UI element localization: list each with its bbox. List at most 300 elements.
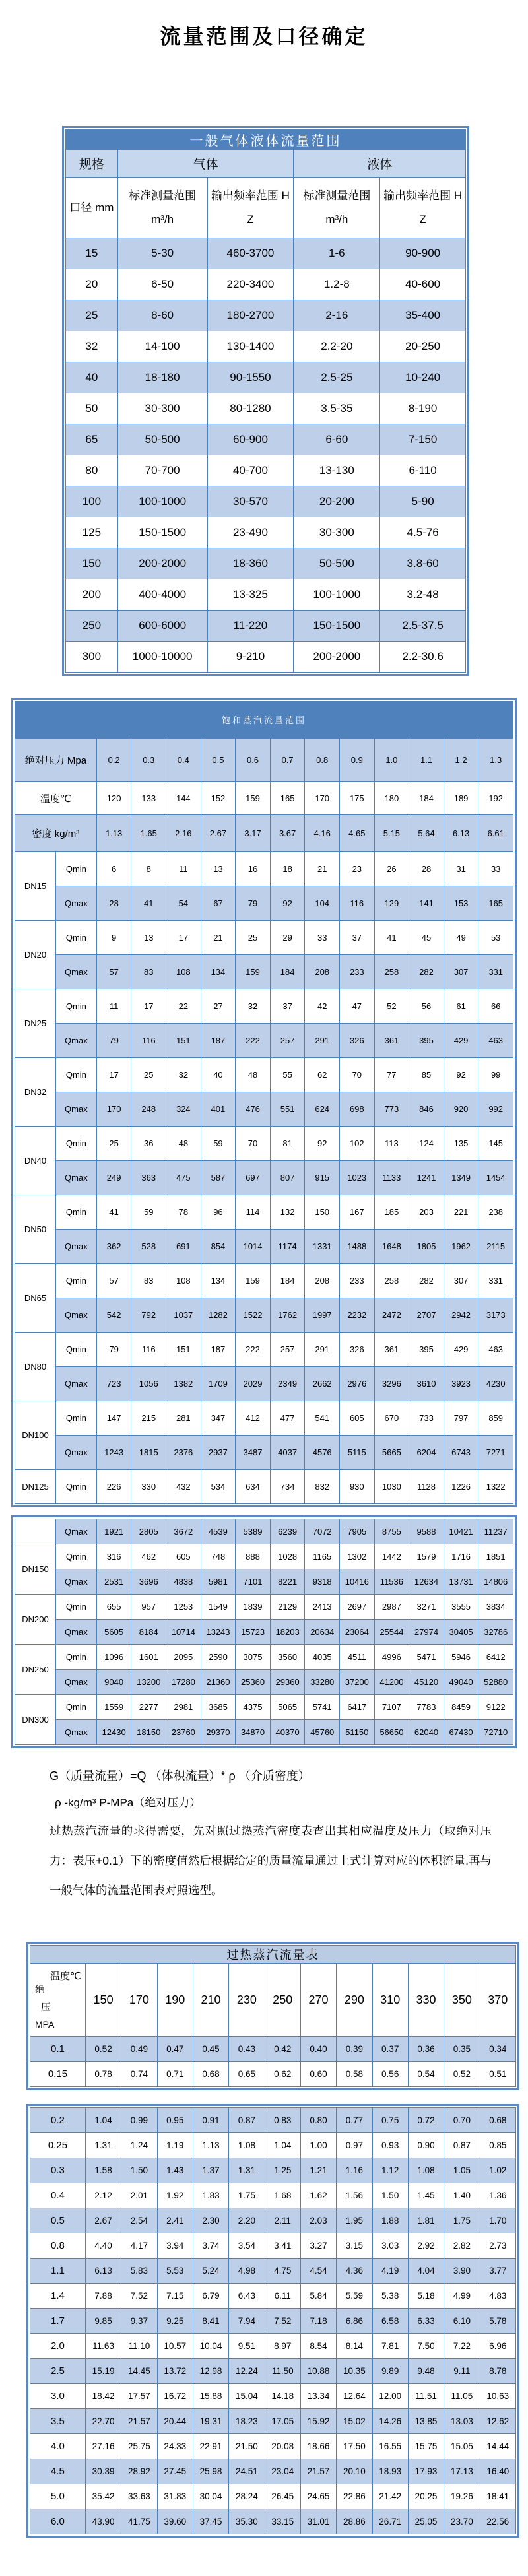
qmax-cell: 395: [409, 1024, 444, 1058]
qmin-cell: 7107: [374, 1695, 409, 1720]
table-row: [15, 1367, 513, 1401]
saturated-steam-grid-continued: [15, 1519, 513, 1745]
density-value-cell: 0.99: [121, 2108, 157, 2133]
density-value-cell: 2.73: [480, 2233, 515, 2259]
temperature-row-label: 温度℃: [15, 782, 97, 815]
qmin-cell: 45: [409, 921, 444, 955]
density-value-cell: 18.93: [372, 2459, 408, 2484]
qmax-cell: 3696: [131, 1569, 166, 1595]
qmin-cell: 47: [340, 989, 375, 1024]
qmin-cell: 1302: [340, 1544, 375, 1569]
table-row: [30, 2158, 516, 2183]
value-cell: 18-360: [207, 548, 294, 579]
value-cell: 460-3700: [207, 238, 294, 269]
pressure-label: 3.5: [30, 2409, 86, 2434]
value-cell: 220-3400: [207, 269, 294, 300]
qmax-cell: 13243: [201, 1620, 236, 1645]
sup-table-body-continued: [30, 2108, 516, 2534]
qmax-cell: 12430: [96, 1720, 131, 1745]
gas-table-title: 一般气体液体流量范围: [66, 130, 466, 150]
qmax-cell: 1349: [444, 1161, 478, 1195]
density-value-cell: 3.03: [372, 2233, 408, 2259]
pressure-label: 0.4: [30, 2183, 86, 2208]
sat-table-head: [15, 702, 513, 739]
qmax-cell: 2472: [374, 1298, 409, 1333]
density-value-cell: 0.37: [372, 2037, 408, 2062]
density-cell: 5.15: [374, 815, 409, 852]
temp-pressure-corner-cell: [30, 1964, 86, 2037]
table-title-row: [66, 130, 466, 150]
qmin-cell: 6417: [340, 1695, 375, 1720]
qmin-cell: 25: [131, 1058, 166, 1092]
qmin-cell: 48: [236, 1058, 271, 1092]
qmax-cell: 6743: [444, 1436, 478, 1470]
qmin-cell: 534: [201, 1470, 236, 1504]
density-value-cell: 27.45: [157, 2459, 193, 2484]
qmin-cell: 221: [444, 1195, 478, 1230]
density-value-cell: 6.11: [265, 2284, 300, 2309]
pressure-label: 1.1: [30, 2259, 86, 2284]
density-value-cell: 33.63: [121, 2484, 157, 2509]
density-value-cell: 17.50: [337, 2434, 372, 2459]
qmax-cell: 362: [96, 1230, 131, 1264]
corner-pressure-char-1: 绝: [35, 1984, 44, 1995]
table-row: [66, 362, 466, 393]
qmax-cell: 1023: [340, 1161, 375, 1195]
qmax-cell: 11237: [478, 1519, 513, 1544]
sup-table-head: [30, 1946, 516, 2037]
table-title-row: [15, 702, 513, 739]
density-value-cell: 1.70: [480, 2208, 515, 2233]
range-unit: m³/h: [151, 213, 174, 226]
qmin-cell: 62: [305, 1058, 340, 1092]
sat-table-body: [15, 739, 513, 1504]
density-value-cell: 23.04: [265, 2459, 300, 2484]
qmin-cell: 3271: [409, 1595, 444, 1620]
density-value-cell: 11.50: [265, 2359, 300, 2384]
density-value-cell: 0.60: [300, 2062, 336, 2087]
density-value-cell: 14.18: [265, 2384, 300, 2409]
density-value-cell: 0.74: [121, 2062, 157, 2087]
density-value-cell: 25.75: [121, 2434, 157, 2459]
pressure-label: 0.25: [30, 2133, 86, 2158]
temperature-cell: 180: [374, 782, 409, 815]
table-row: [66, 548, 466, 579]
diameter-cell: 50: [66, 393, 118, 424]
qmax-cell: 723: [96, 1367, 131, 1401]
qmax-cell: 1382: [166, 1367, 201, 1401]
qmin-cell: 281: [166, 1401, 201, 1436]
qmin-cell: 33: [478, 852, 513, 886]
temperature-col-header: 290: [337, 1964, 372, 2037]
density-value-cell: 0.68: [480, 2108, 515, 2133]
density-value-cell: 4.40: [85, 2233, 121, 2259]
value-cell: 1000-10000: [117, 642, 207, 673]
density-value-cell: 1.81: [408, 2208, 444, 2233]
temperature-cell: 189: [444, 782, 478, 815]
density-value-cell: 22.91: [193, 2434, 228, 2459]
qmax-cell: 23064: [340, 1620, 375, 1645]
value-cell: 9-210: [207, 642, 294, 673]
table-row: [15, 921, 513, 955]
qmin-cell: 55: [270, 1058, 305, 1092]
qmin-cell: 151: [166, 1333, 201, 1367]
qmax-cell: 116: [131, 1024, 166, 1058]
table-row: [30, 2334, 516, 2359]
density-value-cell: 0.42: [265, 2037, 300, 2062]
qmax-cell: 915: [305, 1161, 340, 1195]
density-value-cell: 4.17: [121, 2233, 157, 2259]
density-value-cell: 0.78: [85, 2062, 121, 2087]
qmax-cell: 992: [478, 1092, 513, 1127]
qmax-cell: 92: [270, 886, 305, 921]
table-row: [15, 1264, 513, 1298]
qmin-cell: 888: [236, 1544, 271, 1569]
pressure-label: 6.0: [30, 2509, 86, 2534]
density-value-cell: 1.36: [480, 2183, 515, 2208]
table-row: [15, 815, 513, 852]
density-value-cell: 17.13: [444, 2459, 480, 2484]
density-value-cell: 0.85: [480, 2133, 515, 2158]
qmax-cell: 587: [201, 1161, 236, 1195]
density-value-cell: 0.36: [408, 2037, 444, 2062]
density-value-cell: 14.26: [372, 2409, 408, 2434]
qmax-cell: 153: [444, 886, 478, 921]
qmin-cell: 2413: [305, 1595, 340, 1620]
qmax-cell: 10421: [444, 1519, 478, 1544]
dn-label: DN40: [15, 1127, 56, 1195]
qmin-cell: 634: [236, 1470, 271, 1504]
qmax-cell: 13200: [131, 1670, 166, 1695]
density-value-cell: 21.50: [229, 2434, 265, 2459]
density-value-cell: 0.72: [408, 2108, 444, 2133]
range-label: 标准测量范围: [303, 189, 371, 202]
range-label: 标准测量范围: [129, 189, 197, 202]
qmax-cell: 551: [270, 1092, 305, 1127]
pressure-label: 1.4: [30, 2284, 86, 2309]
value-cell: 2.2-20: [294, 331, 380, 362]
dn-label: DN300: [15, 1695, 56, 1745]
qmin-cell: 11: [166, 852, 201, 886]
diameter-cell: 40: [66, 362, 118, 393]
temperature-col-header: 190: [157, 1964, 193, 2037]
table-row: [15, 1024, 513, 1058]
qmin-cell: 9122: [478, 1695, 513, 1720]
table-row: [15, 1058, 513, 1092]
value-cell: 23-490: [207, 517, 294, 548]
qmax-cell: 222: [236, 1024, 271, 1058]
qmax-cell: 854: [201, 1230, 236, 1264]
table-row: [66, 300, 466, 331]
qmax-cell: 67430: [444, 1720, 478, 1745]
temperature-col-header: 230: [229, 1964, 265, 2037]
qmax-cell: 104: [305, 886, 340, 921]
qmin-cell: 412: [236, 1401, 271, 1436]
temperature-col-header: 150: [85, 1964, 121, 2037]
table-row: [66, 486, 466, 517]
qmax-cell: 773: [374, 1092, 409, 1127]
table-row: [15, 1161, 513, 1195]
table-row: [30, 2359, 516, 2384]
qmax-cell: 2805: [131, 1519, 166, 1544]
qmax-cell: 33280: [305, 1670, 340, 1695]
density-value-cell: 6.86: [337, 2309, 372, 2334]
density-cell: 3.17: [236, 815, 271, 852]
qmin-cell: 1253: [166, 1595, 201, 1620]
qmax-cell: 326: [340, 1024, 375, 1058]
density-value-cell: 0.39: [337, 2037, 372, 2062]
temperature-col-header: 270: [300, 1964, 336, 2037]
qmax-cell: 134: [201, 955, 236, 989]
pressure-label: 0.15: [30, 2062, 86, 2087]
table-row: [66, 579, 466, 611]
corner-pressure-unit: MPA: [35, 2019, 55, 2030]
density-value-cell: 3.27: [300, 2233, 336, 2259]
qmax-label: Qmax: [55, 1436, 96, 1470]
temperature-cell: 192: [478, 782, 513, 815]
qmax-cell: 920: [444, 1092, 478, 1127]
density-value-cell: 1.50: [372, 2183, 408, 2208]
qmin-cell: 238: [478, 1195, 513, 1230]
sup-header-row: [30, 1964, 516, 2037]
density-value-cell: 1.58: [85, 2158, 121, 2183]
temperature-col-header: 170: [121, 1964, 157, 2037]
temperature-cell: 170: [305, 782, 340, 815]
qmax-cell: 23760: [166, 1720, 201, 1745]
qmax-label: Qmax: [55, 1161, 96, 1195]
density-value-cell: 6.33: [408, 2309, 444, 2334]
density-value-cell: 8.78: [480, 2359, 515, 2384]
density-value-cell: 0.65: [229, 2062, 265, 2087]
density-value-cell: 0.58: [337, 2062, 372, 2087]
density-value-cell: 0.68: [193, 2062, 228, 2087]
qmax-cell: 9040: [96, 1670, 131, 1695]
qmin-cell: 859: [478, 1401, 513, 1436]
pressure-cell: 1.1: [409, 739, 444, 782]
pressure-cell: 0.3: [131, 739, 166, 782]
qmin-cell: 4035: [305, 1645, 340, 1670]
qmin-cell: 1442: [374, 1544, 409, 1569]
qmin-cell: 462: [131, 1544, 166, 1569]
qmax-cell: 331: [478, 955, 513, 989]
qmin-cell: 187: [201, 1333, 236, 1367]
density-value-cell: 1.25: [265, 2158, 300, 2183]
density-value-cell: 4.98: [229, 2259, 265, 2284]
density-value-cell: 1.83: [193, 2183, 228, 2208]
qmax-cell: 1037: [166, 1298, 201, 1333]
qmin-cell: 49: [444, 921, 478, 955]
qmin-cell: 33: [305, 921, 340, 955]
density-value-cell: 39.60: [157, 2509, 193, 2534]
qmax-cell: 20634: [305, 1620, 340, 1645]
qmin-cell: 23: [340, 852, 375, 886]
qmin-cell: 1839: [236, 1595, 271, 1620]
qmax-label: Qmax: [55, 1367, 96, 1401]
qmin-cell: 361: [374, 1333, 409, 1367]
qmax-cell: 32786: [478, 1620, 513, 1645]
density-value-cell: 33.15: [265, 2509, 300, 2534]
table-row: [15, 1195, 513, 1230]
density-value-cell: 15.05: [444, 2434, 480, 2459]
qmin-cell: 37: [340, 921, 375, 955]
qmin-cell: 282: [409, 1264, 444, 1298]
qmin-cell: 655: [96, 1595, 131, 1620]
density-value-cell: 12.00: [372, 2384, 408, 2409]
range-unit: m³/h: [325, 213, 348, 226]
table-row: [15, 1620, 513, 1645]
qmin-cell: 8: [131, 852, 166, 886]
gas-freq-header: 输出频率范围 HZ: [207, 178, 294, 238]
density-value-cell: 12.64: [337, 2384, 372, 2409]
qmin-cell: 2277: [131, 1695, 166, 1720]
qmin-cell: 4996: [374, 1645, 409, 1670]
qmax-cell: 1805: [409, 1230, 444, 1264]
density-value-cell: 9.85: [85, 2309, 121, 2334]
table-row: [15, 1544, 513, 1569]
temperature-cell: 175: [340, 782, 375, 815]
qmin-cell: 9: [96, 921, 131, 955]
qmax-cell: 14806: [478, 1569, 513, 1595]
qmax-cell: 363: [131, 1161, 166, 1195]
density-value-cell: 0.87: [444, 2133, 480, 2158]
pressure-cell: 0.6: [236, 739, 271, 782]
qmin-cell: 27: [201, 989, 236, 1024]
qmax-cell: 4230: [478, 1367, 513, 1401]
value-cell: 3.5-35: [294, 393, 380, 424]
pressure-label: 5.0: [30, 2484, 86, 2509]
qmin-label: Qmin: [55, 1401, 96, 1436]
density-value-cell: 3.90: [444, 2259, 480, 2284]
density-value-cell: 14.45: [121, 2359, 157, 2384]
qmin-cell: 21: [201, 921, 236, 955]
density-value-cell: 2.20: [229, 2208, 265, 2233]
qmin-cell: 79: [96, 1333, 131, 1367]
table-row: [66, 424, 466, 455]
qmin-cell: 215: [131, 1401, 166, 1436]
qmin-label: Qmin: [55, 1195, 96, 1230]
qmin-cell: 307: [444, 1264, 478, 1298]
qmin-cell: 85: [409, 1058, 444, 1092]
qmax-cell: 57: [96, 955, 131, 989]
value-cell: 60-900: [207, 424, 294, 455]
density-value-cell: 9.48: [408, 2359, 444, 2384]
qmax-cell: 83: [131, 955, 166, 989]
qmax-cell: 165: [478, 886, 513, 921]
diameter-cell: 250: [66, 611, 118, 642]
density-value-cell: 9.37: [121, 2309, 157, 2334]
dn-label: DN50: [15, 1195, 56, 1264]
qmax-cell: 697: [236, 1161, 271, 1195]
qmax-cell: 846: [409, 1092, 444, 1127]
density-value-cell: 21.57: [300, 2459, 336, 2484]
value-cell: 10-240: [380, 362, 466, 393]
qmax-label: Qmax: [55, 1092, 96, 1127]
density-value-cell: 0.87: [229, 2108, 265, 2133]
qmin-cell: 61: [444, 989, 478, 1024]
temperature-cell: 184: [409, 782, 444, 815]
diameter-header: 口径 mm: [66, 178, 118, 238]
table-row: [15, 1720, 513, 1745]
density-value-cell: 2.41: [157, 2208, 193, 2233]
qmax-cell: 15723: [236, 1620, 271, 1645]
table-row: [15, 1519, 513, 1544]
density-value-cell: 16.40: [480, 2459, 515, 2484]
qmin-cell: 135: [444, 1127, 478, 1161]
value-cell: 2.5-25: [294, 362, 380, 393]
qmin-cell: 3685: [201, 1695, 236, 1720]
value-cell: 5-30: [117, 238, 207, 269]
qmin-cell: 66: [478, 989, 513, 1024]
density-value-cell: 11.10: [121, 2334, 157, 2359]
qmax-cell: 28: [96, 886, 131, 921]
density-value-cell: 0.35: [444, 2037, 480, 2062]
qmax-cell: 129: [374, 886, 409, 921]
qmax-cell: 3672: [166, 1519, 201, 1544]
qmax-cell: 45760: [305, 1720, 340, 1745]
density-value-cell: 35.42: [85, 2484, 121, 2509]
qmax-cell: 3296: [374, 1367, 409, 1401]
qmin-cell: 78: [166, 1195, 201, 1230]
qmax-cell: 4539: [201, 1519, 236, 1544]
qmax-cell: 2115: [478, 1230, 513, 1264]
value-cell: 50-500: [294, 548, 380, 579]
density-value-cell: 0.47: [157, 2037, 193, 2062]
density-value-cell: 1.08: [408, 2158, 444, 2183]
qmax-cell: 3173: [478, 1298, 513, 1333]
qmax-cell: 1133: [374, 1161, 409, 1195]
density-value-cell: 5.24: [193, 2259, 228, 2284]
density-value-cell: 1.95: [337, 2208, 372, 2233]
density-value-cell: 0.62: [265, 2062, 300, 2087]
qmin-cell: 326: [340, 1333, 375, 1367]
density-value-cell: 0.43: [229, 2037, 265, 2062]
density-value-cell: 15.19: [85, 2359, 121, 2384]
density-value-cell: 11.51: [408, 2384, 444, 2409]
qmax-cell: 21360: [201, 1670, 236, 1695]
table-row: [66, 269, 466, 300]
density-value-cell: 7.18: [300, 2309, 336, 2334]
density-value-cell: 1.45: [408, 2183, 444, 2208]
temperature-cell: 165: [270, 782, 305, 815]
gas-group-header: 气体: [117, 150, 294, 178]
diameter-cell: 65: [66, 424, 118, 455]
dn-label: DN80: [15, 1333, 56, 1401]
density-value-cell: 4.83: [480, 2284, 515, 2309]
qmin-cell: 77: [374, 1058, 409, 1092]
density-value-cell: 43.90: [85, 2509, 121, 2534]
table-title-row: [30, 1946, 516, 1964]
qmin-cell: 102: [340, 1127, 375, 1161]
density-value-cell: 1.00: [300, 2133, 336, 2158]
density-value-cell: 4.19: [372, 2259, 408, 2284]
qmin-cell: 17: [131, 989, 166, 1024]
qmax-cell: 9588: [409, 1519, 444, 1544]
diameter-cell: 300: [66, 642, 118, 673]
qmin-cell: 2987: [374, 1595, 409, 1620]
qmin-cell: 832: [305, 1470, 340, 1504]
dn-label: DN25: [15, 989, 56, 1058]
density-value-cell: 25.98: [193, 2459, 228, 2484]
pressure-label: 4.5: [30, 2459, 86, 2484]
qmax-cell: 5115: [340, 1436, 375, 1470]
value-cell: 130-1400: [207, 331, 294, 362]
density-value-cell: 26.45: [265, 2484, 300, 2509]
density-cell: 1.13: [96, 815, 131, 852]
density-value-cell: 2.92: [408, 2233, 444, 2259]
density-value-cell: 11.05: [444, 2384, 480, 2409]
qmin-cell: 331: [478, 1264, 513, 1298]
density-value-cell: 0.93: [372, 2133, 408, 2158]
